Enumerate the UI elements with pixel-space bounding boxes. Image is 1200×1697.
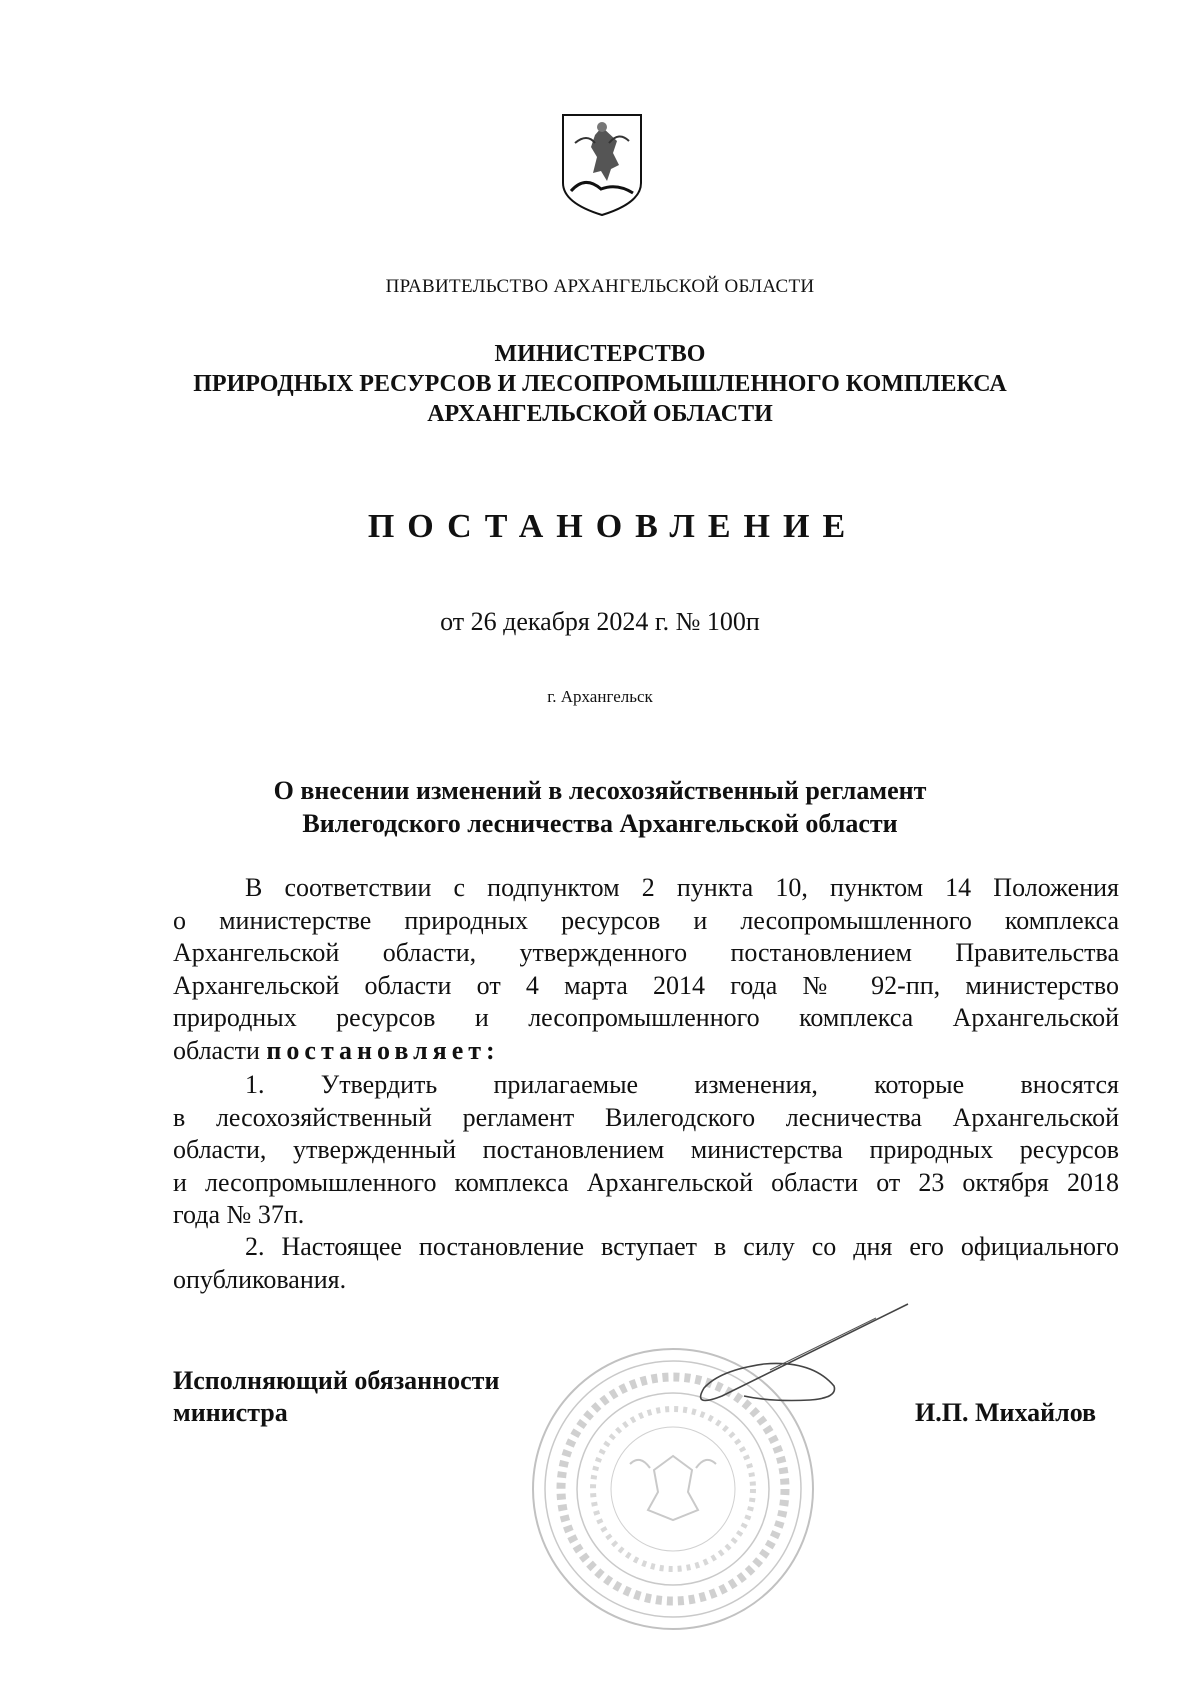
paragraph-line: области, утвержденный постановлением министерства природных ресурсов <box>173 1135 1119 1164</box>
government-title: ПРАВИТЕЛЬСТВО АРХАНГЕЛЬСКОЙ ОБЛАСТИ <box>385 276 815 297</box>
paragraph-line: в лесохозяйственный регламент Вилегодского лесничества Архангельской <box>173 1102 1119 1132</box>
paragraph-tail: области <box>173 1035 260 1065</box>
paragraph-line: Архангельской области от 4 марта 2014 года № 92-пп, министерство <box>173 970 1119 1000</box>
decree-word: постановляет: <box>266 1035 500 1065</box>
handwritten-signature-icon <box>662 1300 912 1410</box>
ministry-title-line: ПРИРОДНЫХ РЕСУРСОВ И ЛЕСОПРОМЫШЛЕННОГО КОМПЛЕКСА <box>193 371 1007 397</box>
coat-of-arms-icon <box>561 113 643 217</box>
paragraph-line <box>173 1035 1119 1068</box>
item-2-paragraph <box>173 1231 1119 1296</box>
paragraph-line: 2. Настоящее постановление вступает в силу со дня его официального <box>245 1232 1119 1261</box>
paragraph-line: Архангельской области, утвержденного постановлением Правительства <box>173 938 1119 967</box>
paragraph-line: года № 37п. <box>173 1200 305 1229</box>
paragraph-line: опубликования. <box>173 1264 347 1294</box>
preamble-paragraph <box>173 872 1119 1067</box>
paragraph-line: природных ресурсов и лесопромышленного комплекса Архангельской <box>173 1003 1119 1032</box>
signatory-title <box>173 1365 499 1429</box>
document-date-number: от 26 декабря 2024 г. № 100п <box>440 607 760 636</box>
document-place: г. Архангельск <box>547 687 653 706</box>
document-type: ПОСТАНОВЛЕНИЕ <box>367 508 859 545</box>
paragraph-line: и лесопромышленного комплекса Архангельской области от 23 октября 2018 <box>173 1167 1119 1197</box>
document-subject-line: О внесении изменений в лесохозяйственный регламент <box>273 776 927 805</box>
ministry-title-line: МИНИСТЕРСТВО <box>494 341 706 367</box>
signatory-name: И.П. Михайлов <box>915 1398 1097 1427</box>
document-subject-line: Вилегодского лесничества Архангельской области <box>302 809 898 838</box>
paragraph-line: В соответствии с подпунктом 2 пункта 10, пунктом 14 Положения <box>245 873 1119 902</box>
signatory-title-line: министра <box>173 1398 288 1427</box>
paragraph-line: о министерстве природных ресурсов и лесопромышленного комплекса <box>173 905 1119 935</box>
paragraph-line: 1. Утвердить прилагаемые изменения, которые вносятся <box>245 1070 1119 1099</box>
signatory-title-line: Исполняющий обязанности <box>173 1366 500 1395</box>
item-1-paragraph <box>173 1069 1119 1232</box>
ministry-title-line: АРХАНГЕЛЬСКОЙ ОБЛАСТИ <box>427 401 773 427</box>
